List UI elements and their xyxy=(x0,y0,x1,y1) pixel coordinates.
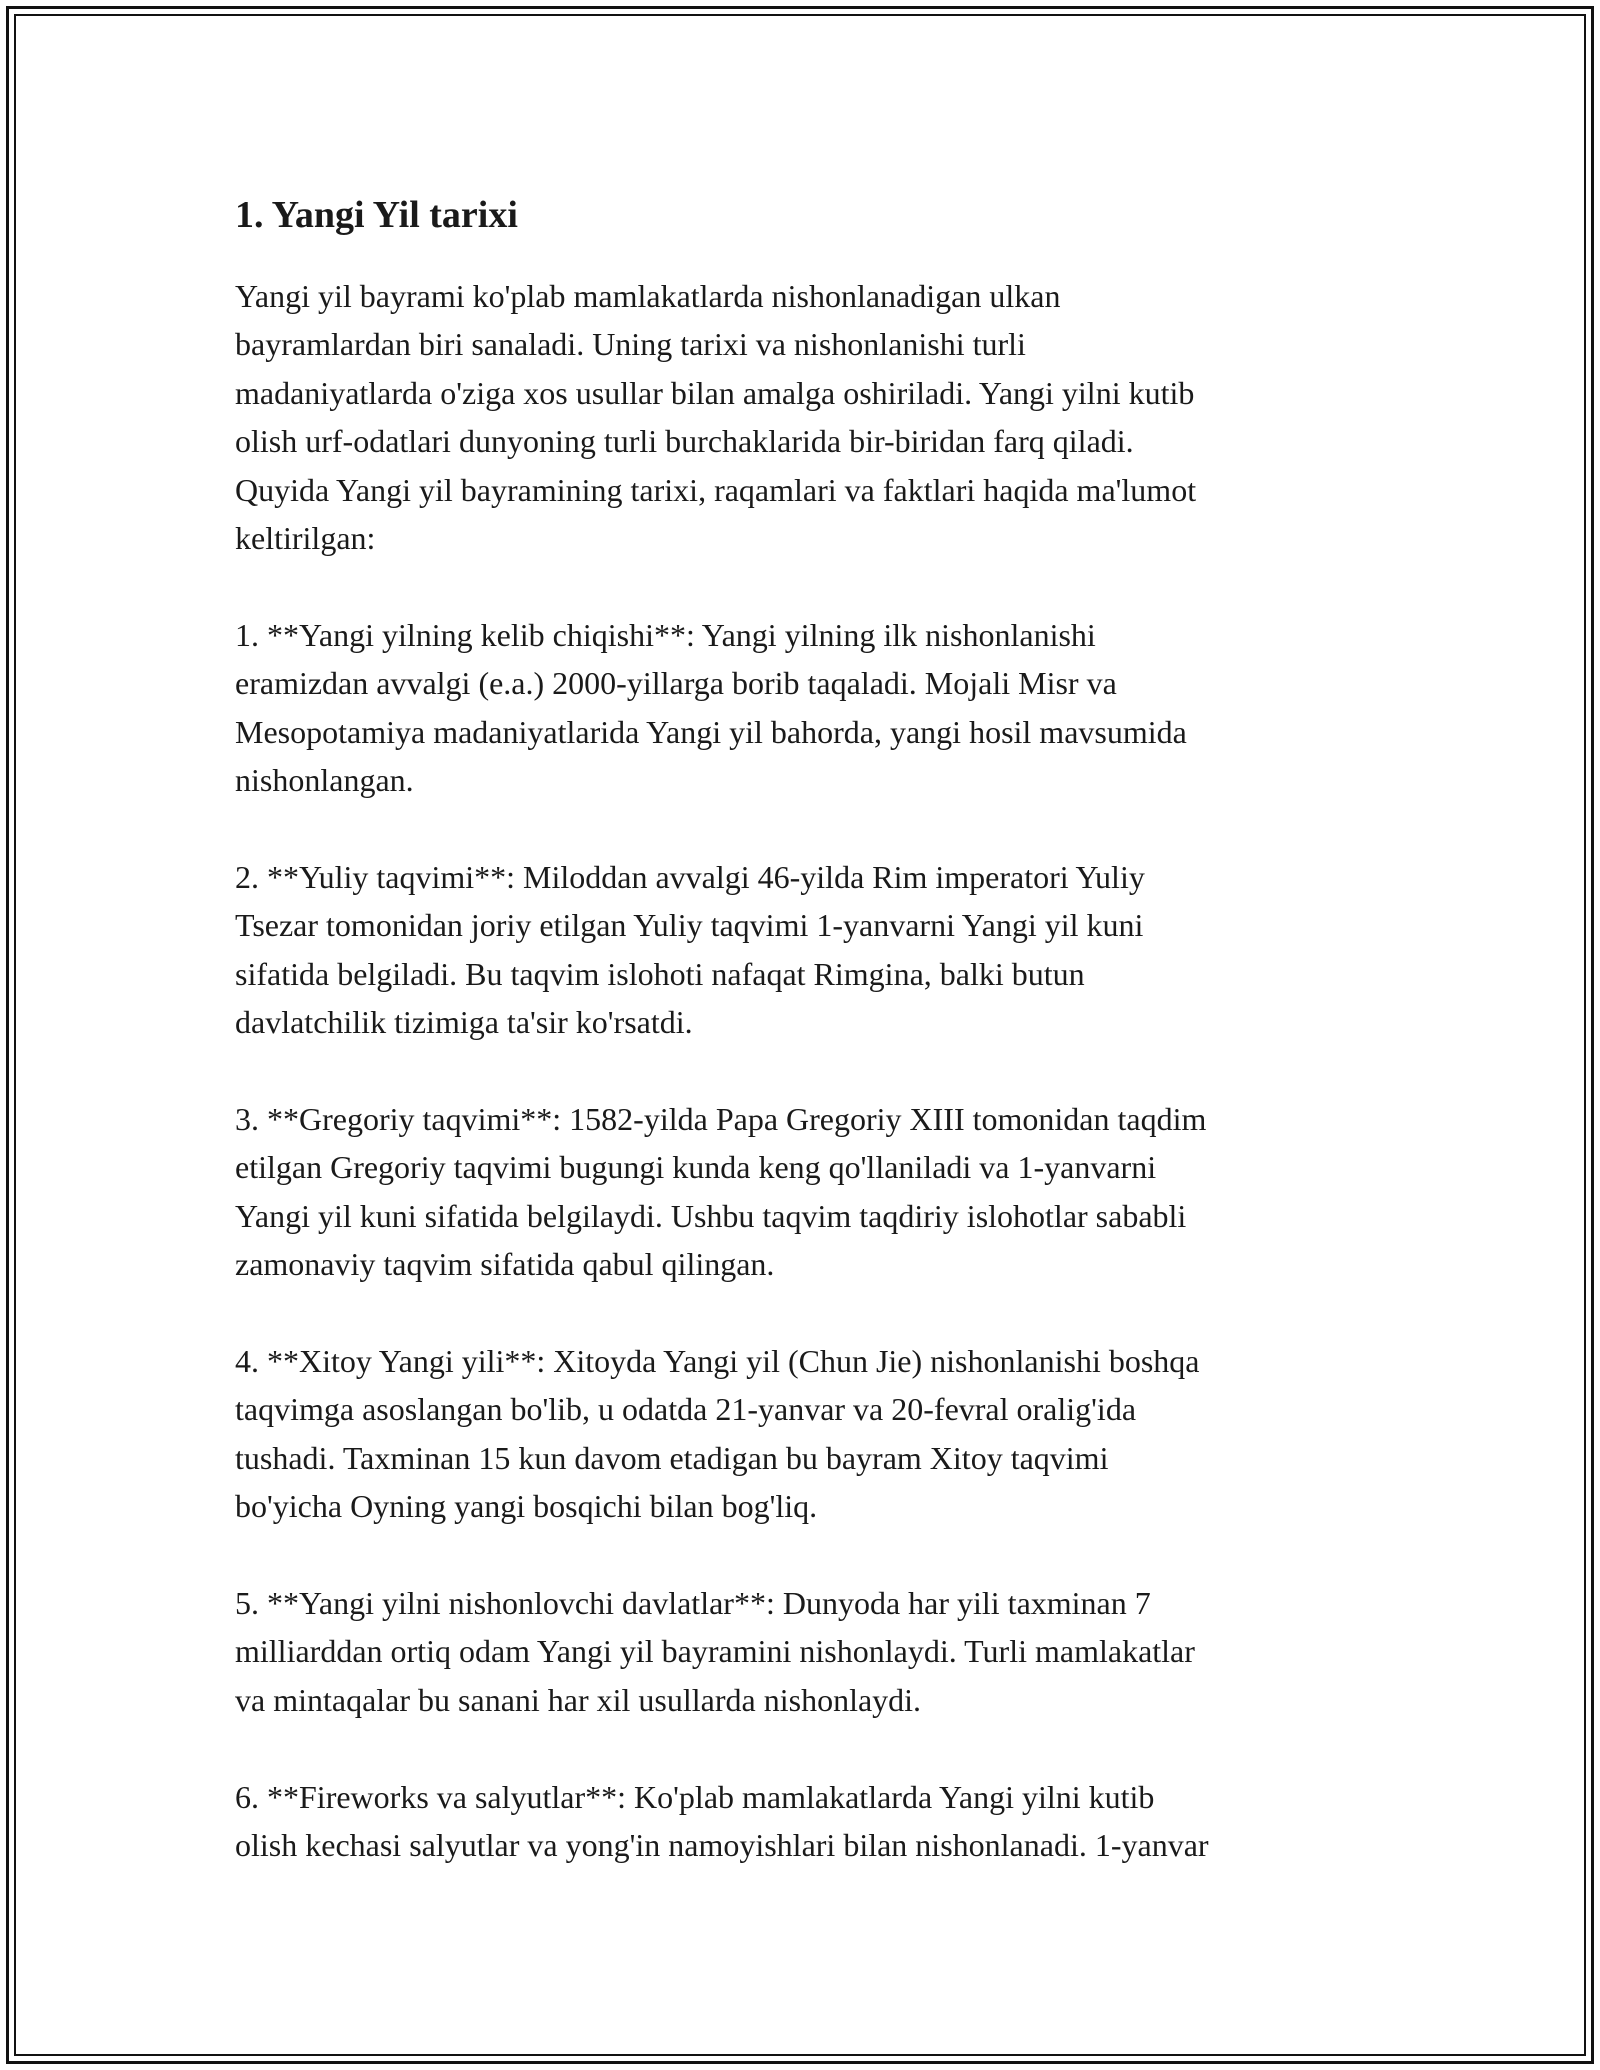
list-item-5: 5. **Yangi yilni nishonlovchi davlatlar**: Dunyoda har yili taxminan 7 milliarddan ortiq odam Yangi yil bayramini nishonlaydi. Turli mamlakatlar va mintaqalar bu sanani har xil usullarda nishonlaydi. xyxy=(235,1584,1195,1718)
list-item-4: 4. **Xitoy Yangi yili**: Xitoyda Yangi yil (Chun Jie) nishonlanishi boshqa taqvimga asoslangan bo'lib, u odatda 21-yanvar va 20-fevral oralig'ida tushadi. Taxminan 15 kun davom etadigan bu bayram Xitoy taqvimi bo'yicha Oyning yangi bosqichi bilan bog'liq. xyxy=(235,1342,1200,1525)
list-item-6: 6. **Fireworks va salyutlar**: Ko'plab mamlakatlarda Yangi yilni kutib olish kechasi salyutlar va yong'in namoyishlari bilan nishonlanadi. 1-yanvar xyxy=(235,1778,1209,1863)
paragraph-gap xyxy=(235,1531,1380,1579)
list-item-1: 1. **Yangi yilning kelib chiqishi**: Yangi yilning ilk nishonlanishi eramizdan avvalgi (e.a.) 2000-yillarga borib taqaladi. Mojali Misr va Mesopotamiya madaniyatlarida Yangi yil bahorda, yangi hosil mavsumida nishonlangan. xyxy=(235,616,1187,799)
paragraph-gap xyxy=(235,562,1380,610)
paragraph-gap xyxy=(235,804,1380,852)
document-body xyxy=(235,186,1380,1869)
paragraph-gap xyxy=(235,1724,1380,1772)
paragraph-gap xyxy=(235,1046,1380,1094)
list-item-3: 3. **Gregoriy taqvimi**: 1582-yilda Papa Gregoriy XIII tomonidan taqdim etilgan Gregoriy taqvimi bugungi kunda keng qo'llaniladi va 1-yanvarni Yangi yil kuni sifatida belgilaydi. Ushbu taqvim taqdiriy islohotlar sababli zamonaviy taqvim sifatida qabul qilingan. xyxy=(235,1100,1207,1283)
list-item-2: 2. **Yuliy taqvimi**: Miloddan avvalgi 46-yilda Rim imperatori Yuliy Tsezar tomonidan joriy etilgan Yuliy taqvimi 1-yanvarni Yangi yil kuni sifatida belgiladi. Bu taqvim islohoti nafaqat Rimgina, balki butun davlatchilik tizimiga ta'sir ko'rsatdi. xyxy=(235,858,1145,1041)
intro-paragraph: Yangi yil bayrami ko'plab mamlakatlarda nishonlanadigan ulkan bayramlardan biri sanaladi. Uning tarixi va nishonlanishi turli madaniyatlarda o'ziga xos usullar bilan amalga oshiriladi. Yangi yilni kutib olish urf-odatlari dunyoning turli burchaklarida bir-biridan farq qiladi. Quyida Yangi yil bayramining tarixi, raqamlari va faktlari haqida ma'lumot keltirilgan: xyxy=(235,278,1197,557)
section-heading: 1. Yangi Yil tarixi xyxy=(235,194,518,236)
paragraph-gap xyxy=(235,1288,1380,1336)
